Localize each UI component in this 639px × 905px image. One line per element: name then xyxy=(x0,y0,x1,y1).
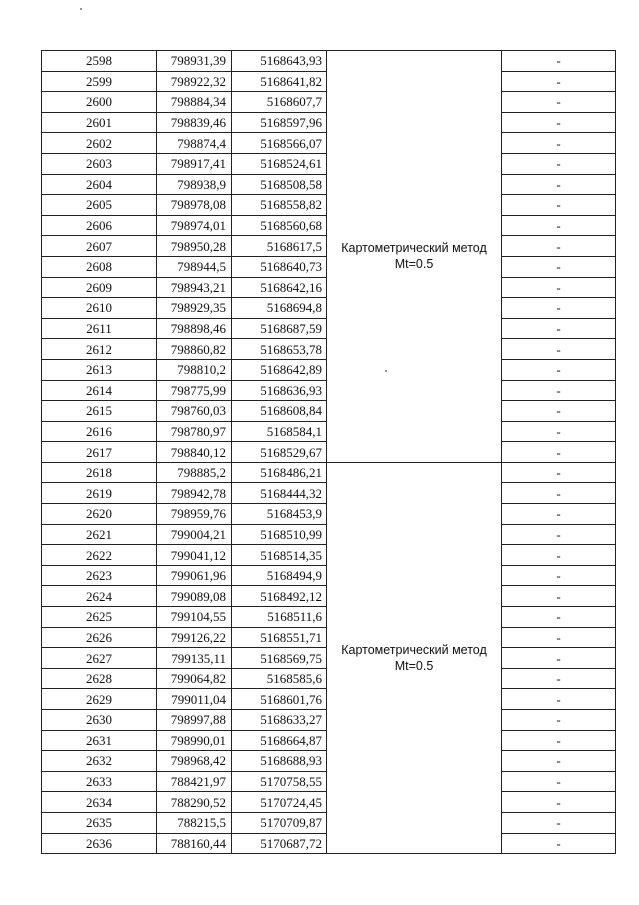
note-cell: - xyxy=(502,627,616,648)
y-coordinate-cell: 5168694,8 xyxy=(232,298,327,319)
scan-speck xyxy=(385,370,387,372)
point-number-cell: 2604 xyxy=(42,174,157,195)
y-coordinate-cell: 5168643,93 xyxy=(232,51,327,72)
y-coordinate-cell: 5168551,71 xyxy=(232,627,327,648)
point-number-cell: 2615 xyxy=(42,401,157,422)
note-cell: - xyxy=(502,112,616,133)
x-coordinate-cell: 799126,22 xyxy=(157,627,232,648)
note-cell: - xyxy=(502,586,616,607)
point-number-cell: 2634 xyxy=(42,792,157,813)
method-text-line: Mt=0.5 xyxy=(394,257,434,272)
note-cell: - xyxy=(502,153,616,174)
note-cell: - xyxy=(502,792,616,813)
x-coordinate-cell: 799089,08 xyxy=(157,586,232,607)
point-number-cell: 2599 xyxy=(42,71,157,92)
point-number-cell: 2612 xyxy=(42,339,157,360)
point-number-cell: 2603 xyxy=(42,153,157,174)
x-coordinate-cell: 798810,2 xyxy=(157,359,232,380)
note-cell: - xyxy=(502,710,616,731)
note-cell: - xyxy=(502,174,616,195)
x-coordinate-cell: 798931,39 xyxy=(157,51,232,72)
point-number-cell: 2608 xyxy=(42,256,157,277)
y-coordinate-cell: 5168486,21 xyxy=(232,462,327,483)
table-row xyxy=(42,462,616,483)
y-coordinate-cell: 5168608,84 xyxy=(232,401,327,422)
coordinates-table xyxy=(41,50,616,854)
point-number-cell: 2631 xyxy=(42,730,157,751)
point-number-cell: 2632 xyxy=(42,751,157,772)
point-number-cell: 2618 xyxy=(42,462,157,483)
point-number-cell: 2628 xyxy=(42,668,157,689)
note-cell: - xyxy=(502,195,616,216)
x-coordinate-cell: 788160,44 xyxy=(157,833,232,854)
y-coordinate-cell: 5168508,58 xyxy=(232,174,327,195)
y-coordinate-cell: 5168453,9 xyxy=(232,504,327,525)
note-cell: - xyxy=(502,730,616,751)
note-cell: - xyxy=(502,380,616,401)
point-number-cell: 2635 xyxy=(42,812,157,833)
y-coordinate-cell: 5168492,12 xyxy=(232,586,327,607)
method-text-line: Картометрический метод xyxy=(341,241,487,256)
y-coordinate-cell: 5168641,82 xyxy=(232,71,327,92)
x-coordinate-cell: 799104,55 xyxy=(157,607,232,628)
x-coordinate-cell: 798840,12 xyxy=(157,442,232,463)
x-coordinate-cell: 798968,42 xyxy=(157,751,232,772)
y-coordinate-cell: 5168558,82 xyxy=(232,195,327,216)
scan-speck xyxy=(80,8,82,10)
method-cell xyxy=(327,51,502,463)
y-coordinate-cell: 5168510,99 xyxy=(232,524,327,545)
x-coordinate-cell: 798874,4 xyxy=(157,133,232,154)
point-number-cell: 2621 xyxy=(42,524,157,545)
table-row xyxy=(42,51,616,72)
y-coordinate-cell: 5168529,67 xyxy=(232,442,327,463)
y-coordinate-cell: 5168664,87 xyxy=(232,730,327,751)
note-cell: - xyxy=(502,565,616,586)
note-cell: - xyxy=(502,833,616,854)
x-coordinate-cell: 798922,32 xyxy=(157,71,232,92)
x-coordinate-cell: 798884,34 xyxy=(157,92,232,113)
y-coordinate-cell: 5168494,9 xyxy=(232,565,327,586)
y-coordinate-cell: 5168566,07 xyxy=(232,133,327,154)
note-cell: - xyxy=(502,442,616,463)
y-coordinate-cell: 5168597,96 xyxy=(232,112,327,133)
point-number-cell: 2630 xyxy=(42,710,157,731)
x-coordinate-cell: 798942,78 xyxy=(157,483,232,504)
y-coordinate-cell: 5168640,73 xyxy=(232,256,327,277)
x-coordinate-cell: 799135,11 xyxy=(157,648,232,669)
x-coordinate-cell: 798959,76 xyxy=(157,504,232,525)
y-coordinate-cell: 5168688,93 xyxy=(232,751,327,772)
x-coordinate-cell: 798839,46 xyxy=(157,112,232,133)
point-number-cell: 2627 xyxy=(42,648,157,669)
y-coordinate-cell: 5170687,72 xyxy=(232,833,327,854)
note-cell: - xyxy=(502,339,616,360)
point-number-cell: 2617 xyxy=(42,442,157,463)
y-coordinate-cell: 5168585,6 xyxy=(232,668,327,689)
note-cell: - xyxy=(502,421,616,442)
method-text-line: Картометрический метод xyxy=(341,643,487,658)
x-coordinate-cell: 798885,2 xyxy=(157,462,232,483)
note-cell: - xyxy=(502,545,616,566)
y-coordinate-cell: 5168444,32 xyxy=(232,483,327,504)
note-cell: - xyxy=(502,812,616,833)
point-number-cell: 2611 xyxy=(42,318,157,339)
x-coordinate-cell: 799041,12 xyxy=(157,545,232,566)
x-coordinate-cell: 798780,97 xyxy=(157,421,232,442)
x-coordinate-cell: 788215,5 xyxy=(157,812,232,833)
point-number-cell: 2626 xyxy=(42,627,157,648)
note-cell: - xyxy=(502,689,616,710)
note-cell: - xyxy=(502,668,616,689)
note-cell: - xyxy=(502,462,616,483)
note-cell: - xyxy=(502,256,616,277)
y-coordinate-cell: 5168569,75 xyxy=(232,648,327,669)
x-coordinate-cell: 798950,28 xyxy=(157,236,232,257)
note-cell: - xyxy=(502,51,616,72)
note-cell: - xyxy=(502,401,616,422)
point-number-cell: 2601 xyxy=(42,112,157,133)
point-number-cell: 2613 xyxy=(42,359,157,380)
x-coordinate-cell: 798917,41 xyxy=(157,153,232,174)
note-cell: - xyxy=(502,648,616,669)
method-cell xyxy=(327,462,502,853)
note-cell: - xyxy=(502,277,616,298)
note-cell: - xyxy=(502,133,616,154)
point-number-cell: 2633 xyxy=(42,771,157,792)
note-cell: - xyxy=(502,236,616,257)
y-coordinate-cell: 5168653,78 xyxy=(232,339,327,360)
y-coordinate-cell: 5168514,35 xyxy=(232,545,327,566)
x-coordinate-cell: 798944,5 xyxy=(157,256,232,277)
y-coordinate-cell: 5168607,7 xyxy=(232,92,327,113)
point-number-cell: 2616 xyxy=(42,421,157,442)
x-coordinate-cell: 798938,9 xyxy=(157,174,232,195)
point-number-cell: 2629 xyxy=(42,689,157,710)
y-coordinate-cell: 5170709,87 xyxy=(232,812,327,833)
y-coordinate-cell: 5168601,76 xyxy=(232,689,327,710)
point-number-cell: 2623 xyxy=(42,565,157,586)
method-text-line: Mt=0.5 xyxy=(394,659,434,674)
note-cell: - xyxy=(502,607,616,628)
note-cell: - xyxy=(502,483,616,504)
x-coordinate-cell: 798943,21 xyxy=(157,277,232,298)
x-coordinate-cell: 798860,82 xyxy=(157,339,232,360)
x-coordinate-cell: 799061,96 xyxy=(157,565,232,586)
note-cell: - xyxy=(502,71,616,92)
point-number-cell: 2600 xyxy=(42,92,157,113)
point-number-cell: 2607 xyxy=(42,236,157,257)
y-coordinate-cell: 5168642,16 xyxy=(232,277,327,298)
point-number-cell: 2609 xyxy=(42,277,157,298)
x-coordinate-cell: 798974,01 xyxy=(157,215,232,236)
y-coordinate-cell: 5168617,5 xyxy=(232,236,327,257)
note-cell: - xyxy=(502,524,616,545)
y-coordinate-cell: 5168524,61 xyxy=(232,153,327,174)
note-cell: - xyxy=(502,318,616,339)
point-number-cell: 2636 xyxy=(42,833,157,854)
x-coordinate-cell: 799064,82 xyxy=(157,668,232,689)
y-coordinate-cell: 5168636,93 xyxy=(232,380,327,401)
point-number-cell: 2622 xyxy=(42,545,157,566)
table-body xyxy=(42,51,616,854)
note-cell: - xyxy=(502,92,616,113)
y-coordinate-cell: 5168633,27 xyxy=(232,710,327,731)
point-number-cell: 2624 xyxy=(42,586,157,607)
x-coordinate-cell: 798997,88 xyxy=(157,710,232,731)
point-number-cell: 2620 xyxy=(42,504,157,525)
point-number-cell: 2614 xyxy=(42,380,157,401)
y-coordinate-cell: 5170758,55 xyxy=(232,771,327,792)
x-coordinate-cell: 799011,04 xyxy=(157,689,232,710)
y-coordinate-cell: 5168642,89 xyxy=(232,359,327,380)
note-cell: - xyxy=(502,359,616,380)
point-number-cell: 2598 xyxy=(42,51,157,72)
note-cell: - xyxy=(502,504,616,525)
x-coordinate-cell: 788290,52 xyxy=(157,792,232,813)
point-number-cell: 2605 xyxy=(42,195,157,216)
x-coordinate-cell: 798760,03 xyxy=(157,401,232,422)
y-coordinate-cell: 5170724,45 xyxy=(232,792,327,813)
x-coordinate-cell: 798775,99 xyxy=(157,380,232,401)
note-cell: - xyxy=(502,751,616,772)
x-coordinate-cell: 798978,08 xyxy=(157,195,232,216)
y-coordinate-cell: 5168511,6 xyxy=(232,607,327,628)
y-coordinate-cell: 5168687,59 xyxy=(232,318,327,339)
point-number-cell: 2602 xyxy=(42,133,157,154)
point-number-cell: 2606 xyxy=(42,215,157,236)
x-coordinate-cell: 798990,01 xyxy=(157,730,232,751)
note-cell: - xyxy=(502,771,616,792)
y-coordinate-cell: 5168560,68 xyxy=(232,215,327,236)
point-number-cell: 2619 xyxy=(42,483,157,504)
x-coordinate-cell: 788421,97 xyxy=(157,771,232,792)
point-number-cell: 2625 xyxy=(42,607,157,628)
note-cell: - xyxy=(502,215,616,236)
x-coordinate-cell: 799004,21 xyxy=(157,524,232,545)
x-coordinate-cell: 798898,46 xyxy=(157,318,232,339)
x-coordinate-cell: 798929,35 xyxy=(157,298,232,319)
note-cell: - xyxy=(502,298,616,319)
point-number-cell: 2610 xyxy=(42,298,157,319)
y-coordinate-cell: 5168584,1 xyxy=(232,421,327,442)
